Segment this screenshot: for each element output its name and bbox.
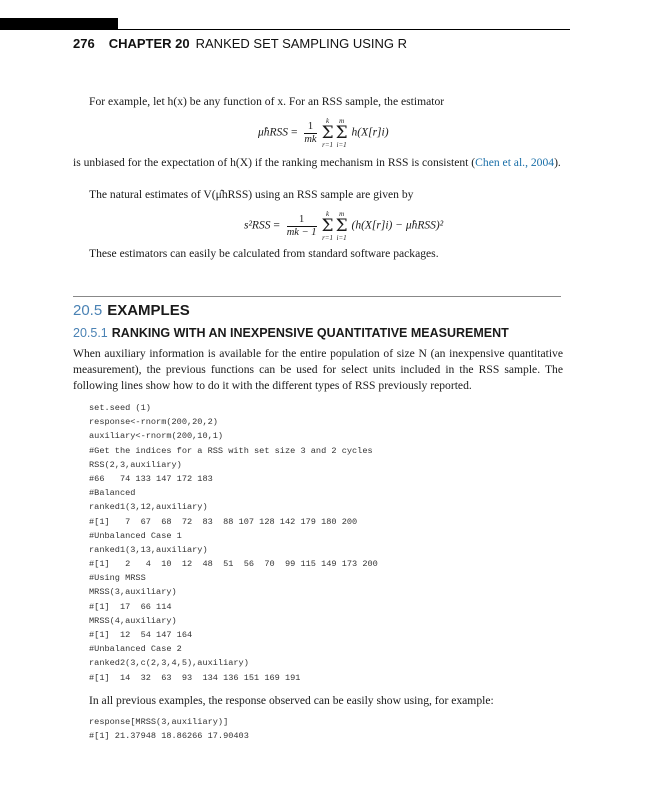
code-line: #[1] 17 66 114 xyxy=(89,601,172,612)
section-rule xyxy=(73,296,561,297)
code-line: #[1] 14 32 63 93 134 136 151 169 191 xyxy=(89,672,301,683)
code-line: RSS(2,3,auxiliary) xyxy=(89,459,182,470)
citation-link[interactable]: Chen et al., 2004 xyxy=(475,156,555,169)
subsection-title: RANKING WITH AN INEXPENSIVE QUANTITATIVE MEASUREMENT xyxy=(111,326,509,340)
code-line: ranked1(3,12,auxiliary) xyxy=(89,502,208,513)
code-line: response<-rnorm(200,20,2) xyxy=(89,417,218,428)
code-line: #[1] 7 67 68 72 83 88 107 128 142 179 180 200 xyxy=(89,516,358,527)
code-line: MRSS(4,auxiliary) xyxy=(89,615,177,626)
eq2-fraction: $\frac{1}{mk - 1}$ xyxy=(286,213,317,238)
eq2-lhs: s²RSS xyxy=(244,219,271,232)
body-paragraph-1: When auxiliary information is available for the entire population of size N (an inexpensive quantitative measurement), the previous functions can be used for select units included in the RSS sample. The following lines show how to do it with the different types of RSS previously reported. xyxy=(73,347,563,392)
code-line: #Unbalanced Case 2 xyxy=(89,644,182,655)
section-number: 20.5 xyxy=(73,302,103,319)
running-header xyxy=(73,36,407,51)
eq1-sum-r: k Σ r=1 xyxy=(321,117,334,149)
code-line: set.seed (1) xyxy=(89,403,151,413)
code-line: #Using MRSS xyxy=(89,573,146,584)
section-title: EXAMPLES xyxy=(107,302,190,319)
header-bar xyxy=(0,18,118,30)
equation-1: μ̂hRSS = $\frac{1}{mk}$ k Σ r=1 m Σ i=1 h(X[r]i) xyxy=(258,117,389,149)
code-line: MRSS(3,auxiliary) xyxy=(89,587,177,598)
intro-paragraph-1: For example, let h(x) be any function of x. For an RSS sample, the estimator xyxy=(89,95,445,108)
eq2-sum-r: k Σ r=1 xyxy=(321,210,334,242)
code-line: response[MRSS(3,auxiliary)] xyxy=(89,717,229,727)
eq2-body: (h(X[r]i) − μ̂hRSS)² xyxy=(351,219,444,232)
eq1-lhs: μ̂hRSS xyxy=(258,126,289,139)
equation-2: s²RSS = $\frac{1}{mk - 1}$ k Σ r=1 m Σ i=1 (h(X[r]i) − μ̂hRSS)² xyxy=(244,210,444,242)
eq1-body: h(X[r]i) xyxy=(351,126,389,139)
code-line: #[1] 2 4 10 12 48 51 56 70 99 115 149 173 200 xyxy=(89,559,378,570)
subsection-number: 20.5.1 xyxy=(73,326,108,340)
body-paragraph-2: In all previous examples, the response observed can be easily show using, for example: xyxy=(89,694,494,707)
code-block-1 xyxy=(89,401,378,685)
code-line: #[1] 12 54 147 164 xyxy=(89,630,193,640)
page-number: 276 xyxy=(73,36,95,51)
intro-paragraph-4: These estimators can easily be calculated from standard software packages. xyxy=(89,247,439,260)
subsection-heading xyxy=(73,326,509,340)
code-block-2 xyxy=(89,715,249,743)
intro-paragraph-3: The natural estimates of V(μ̂hRSS) using an RSS sample are given by xyxy=(89,188,414,201)
code-line: #Unbalanced Case 1 xyxy=(89,530,182,541)
code-line: #[1] 21.37948 18.86266 17.90403 xyxy=(89,731,249,742)
code-line: ranked2(3,c(2,3,4,5),auxiliary) xyxy=(89,658,249,669)
section-heading xyxy=(73,302,190,319)
chapter-label: CHAPTER 20 xyxy=(108,36,190,51)
code-line: ranked1(3,13,auxiliary) xyxy=(89,544,208,555)
eq2-sum-i: m Σ i=1 xyxy=(335,210,348,242)
chapter-title: RANKED SET SAMPLING USING R xyxy=(195,36,408,51)
code-line: auxiliary<-rnorm(200,10,1) xyxy=(89,431,224,442)
header-rule xyxy=(118,29,570,30)
code-line: #66 74 133 147 172 183 xyxy=(89,473,213,484)
eq1-sum-i: m Σ i=1 xyxy=(335,117,348,149)
eq1-fraction: $\frac{1}{mk}$ xyxy=(304,120,317,145)
code-line: #Balanced xyxy=(89,488,136,499)
intro-paragraph-2: is unbiased for the expectation of h(X) if the ranking mechanism in RSS is consistent (Chen et al., 2004). xyxy=(73,156,561,169)
code-line: #Get the indices for a RSS with set size 3 and 2 cycles xyxy=(89,445,373,456)
